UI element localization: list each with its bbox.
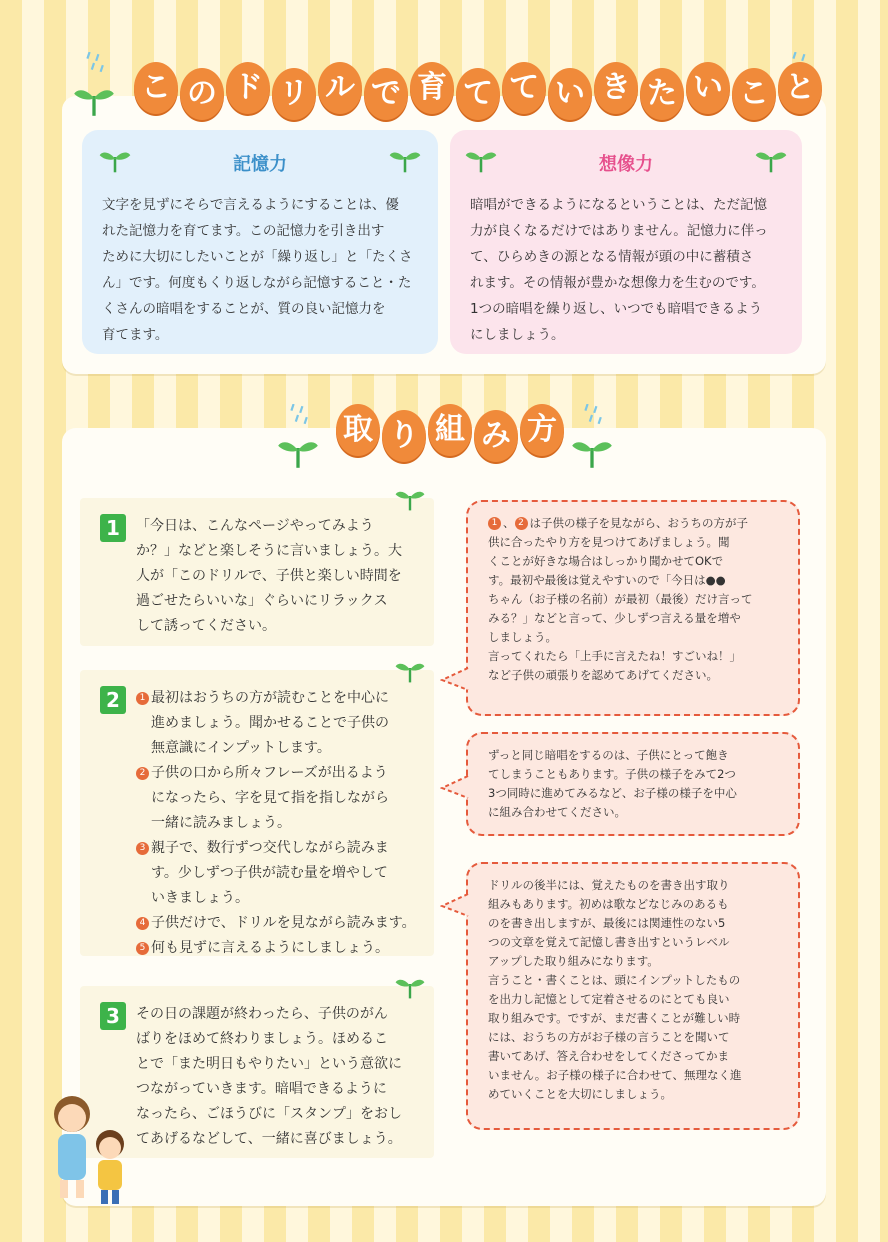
note-line: には、おうちの方がお子様の言うことを聞いて <box>488 1030 730 1044</box>
sub-item <box>136 936 416 961</box>
text-line: その日の課題が終わったら、子供のがん <box>136 1006 388 1022</box>
title-char: リ <box>272 68 316 120</box>
text-line: 1 、 2 は子供の様子を見ながら、おうちの方が子 <box>488 514 778 533</box>
text-line: ために大切にしたいことが「繰り返し」と「たくさ <box>102 249 413 265</box>
text-line: 進めましょう。聞かせることで子供の <box>151 715 389 731</box>
title-char: で <box>364 68 408 120</box>
note-line: ドリルの後半には、覚えたものを書き出す取り <box>488 878 730 892</box>
text-line: 最初はおうちの方が読むことを中心に <box>151 690 389 706</box>
text-line: ばりをほめて終わりましょう。ほめるこ <box>136 1031 388 1047</box>
sub-item <box>136 911 416 936</box>
speech-tail <box>440 772 470 802</box>
text-line <box>488 784 778 803</box>
note-line: 言ってくれたら「上手に言えたね！すごいね！」 <box>488 649 741 663</box>
note-line: てしまうこともあります。子供の様子をみて2つ <box>488 767 736 781</box>
note-line: いません。お子様の様子に合わせて、無理なく進 <box>488 1068 742 1082</box>
text-line: なったら、ごほうびに「スタンプ」をおし <box>136 1106 402 1122</box>
text-line: 1つの暗唱を繰り返し、いつでも暗唱できるよう <box>470 301 763 317</box>
text-line: にしましょう。 <box>470 327 565 343</box>
text-line: とで「また明日もやりたい」という意欲に <box>136 1056 402 1072</box>
number-badge: 1 <box>488 517 501 530</box>
text-line <box>488 803 778 822</box>
text-line <box>488 971 778 990</box>
text-line: 子供の口から所々フレーズが出るよう <box>151 765 388 781</box>
number-badge: 1 <box>136 692 149 705</box>
rain-sprout-icon <box>570 404 614 470</box>
text-line <box>488 895 778 914</box>
note-line: 言うこと・書くことは、頭にインプットしたもの <box>488 973 741 987</box>
note-3 <box>466 862 800 1130</box>
text-line: れます。その情報が豊かな想像力を生むのです。 <box>470 275 765 291</box>
text-line <box>488 1066 778 1085</box>
title-char: い <box>686 62 730 114</box>
step-text <box>136 1002 402 1147</box>
number-badge: 5 <box>136 942 149 955</box>
text-line <box>488 571 778 590</box>
text-line <box>488 1028 778 1047</box>
sprout-icon <box>98 140 132 174</box>
step-1 <box>80 498 434 646</box>
number-badge: 2 <box>136 767 149 780</box>
note-2 <box>466 732 800 836</box>
title-char: き <box>594 62 638 114</box>
approach-title <box>336 404 564 462</box>
step-number: 1 <box>100 514 126 542</box>
title-char: り <box>382 410 426 462</box>
text-line: 育てます。 <box>102 327 169 343</box>
note-line: す。最初や最後は覚えやすいので「今日は●● <box>488 573 726 587</box>
text-line: て、ひらめきの源となる情報が頭の中に蓄積さ <box>470 249 754 265</box>
sub-item-text <box>151 686 389 761</box>
memory-box <box>82 130 438 354</box>
title-char: 組 <box>428 404 472 456</box>
text-line: ん」です。何度もくり返しながら記憶すること・た <box>102 275 412 291</box>
text-line: てあげるなどして、一緒に喜びましょう。 <box>136 1131 402 1147</box>
step-number: 3 <box>100 1002 126 1030</box>
text-line: 「今日は、こんなページやってみよう <box>136 518 374 534</box>
sub-item <box>136 686 416 761</box>
text-line: 文字を見ずにそらで言えるようにすることは、優 <box>102 197 399 213</box>
speech-tail <box>440 664 470 694</box>
text-line: 一緒に読みましょう。 <box>151 815 291 831</box>
memory-title: 記憶力 <box>233 154 287 175</box>
title-char: と <box>778 62 822 114</box>
note-line: しましょう。 <box>488 630 557 644</box>
note-line: 書いてあげ、答え合わせをしてくださってかま <box>488 1049 730 1063</box>
text-line: 子供だけで、ドリルを見ながら読みます。 <box>151 915 416 931</box>
note-line: のを書き出しますが、最後には関連性のない5 <box>488 916 726 930</box>
title-char: て <box>502 62 546 114</box>
text-line <box>488 914 778 933</box>
text-line: 過ごせたらいいな」ぐらいにリラックス <box>136 593 388 609</box>
title-char: ド <box>226 62 270 114</box>
sprout-icon <box>754 140 788 174</box>
title-char: 方 <box>520 404 564 456</box>
speech-tail <box>440 890 470 920</box>
text-line <box>488 609 778 628</box>
kids-illustration <box>38 1086 138 1206</box>
note-line: 取り組みです。ですが、まだ書くことが難しい時 <box>488 1011 741 1025</box>
imagination-text <box>470 192 782 348</box>
imagination-box <box>450 130 802 354</box>
title-char: の <box>180 68 224 120</box>
note-line: くことが好きな場合はしっかり聞かせてOKで <box>488 554 724 568</box>
goals-title <box>134 62 822 120</box>
text-line <box>488 1009 778 1028</box>
sub-item-text <box>151 836 389 911</box>
note-line: つの文章を覚えて記憶し書き出すというレベル <box>488 935 730 949</box>
note-line: めていくことを大切にしましょう。 <box>488 1087 672 1101</box>
text-line: 無意識にインプットします。 <box>151 740 331 756</box>
text-line <box>488 647 778 666</box>
note-line: アップした取り組みになります。 <box>488 954 659 968</box>
note-1 <box>466 500 800 716</box>
text-line: 何も見ずに言えるようにしましょう。 <box>151 940 389 956</box>
text-line: 力が良くなるだけではありません。記憶力に伴っ <box>470 223 768 239</box>
sub-item <box>136 836 416 911</box>
text-line: 親子で、数行ずつ交代しながら読みま <box>151 840 389 856</box>
text-line <box>488 666 778 685</box>
sprout-icon <box>394 480 426 512</box>
text-line: いきましょう。 <box>151 890 249 906</box>
sub-item-text <box>151 911 416 936</box>
sprout-icon <box>388 140 422 174</box>
title-char: 取 <box>336 404 380 456</box>
text-line <box>488 590 778 609</box>
text-line <box>488 1047 778 1066</box>
memory-text <box>102 192 418 348</box>
rain-sprout-icon <box>72 52 116 118</box>
sub-item-text <box>151 761 389 836</box>
text-line: くさんの暗唱をすることが、質の良い記憶力を <box>102 301 386 317</box>
note-line: 組みもあります。初めは歌などなじみのあるも <box>488 897 729 911</box>
text-line: つながっていきます。暗唱できるように <box>136 1081 387 1097</box>
text-line <box>488 746 778 765</box>
note-line: ずっと同じ暗唱をするのは、子供にとって飽き <box>488 748 729 762</box>
text-line <box>488 952 778 971</box>
title-char: い <box>548 68 592 120</box>
step-text <box>136 514 402 634</box>
note-line: など子供の頑張りを認めてあげてください。 <box>488 668 718 682</box>
text-line: 暗唱ができるようになるということは、ただ記憶 <box>470 197 767 213</box>
title-char: こ <box>134 62 178 114</box>
text-line <box>488 765 778 784</box>
number-badge: 4 <box>136 917 149 930</box>
sub-item-text <box>151 936 389 961</box>
note-line: を出力し記憶として定着させるのにとても良い <box>488 992 730 1006</box>
step-number: 2 <box>100 686 126 714</box>
text-line <box>488 552 778 571</box>
text-line <box>488 990 778 1009</box>
note-line: 3つ同時に進めてみるなど、お子様の様子を中心 <box>488 786 737 800</box>
text-line: か？」などと楽しそうに言いましょう。大 <box>136 543 402 559</box>
sprout-icon <box>394 968 426 1000</box>
sub-item <box>136 761 416 836</box>
step-2 <box>80 670 434 956</box>
text-line: れた記憶力を育てます。この記憶力を引き出す <box>102 223 385 239</box>
note-line: に組み合わせてください。 <box>488 805 626 819</box>
note-line: ちゃん（お子様の名前）が最初（最後）だけ言って <box>488 592 753 606</box>
text-line <box>488 628 778 647</box>
text-line <box>488 933 778 952</box>
rain-sprout-icon <box>276 404 320 470</box>
title-char: 育 <box>410 62 454 114</box>
sprout-icon <box>464 140 498 174</box>
title-char: こ <box>732 68 776 120</box>
sprout-icon <box>394 652 426 684</box>
text-line: になったら、字を見て指を指しながら <box>151 790 389 806</box>
title-char: て <box>456 68 500 120</box>
text-line <box>488 1085 778 1104</box>
text-line: 人が「このドリルで、子供と楽しい時間を <box>136 568 402 584</box>
number-badge: 3 <box>136 842 149 855</box>
title-char: み <box>474 410 518 462</box>
step-text <box>136 686 416 956</box>
note-line: は子供の様子を見ながら、おうちの方が子 <box>529 516 748 530</box>
text-line: す。少しずつ子供が読む量を増やして <box>151 865 388 881</box>
text-line: して誘ってください。 <box>136 618 276 634</box>
title-char: ル <box>318 62 362 114</box>
text-line <box>488 876 778 895</box>
note-line: 供に合ったやり方を見つけてあげましょう。聞 <box>488 535 730 549</box>
text-line <box>488 533 778 552</box>
number-badge: 2 <box>515 517 528 530</box>
title-char: た <box>640 68 684 120</box>
imagination-title: 想像力 <box>599 154 653 175</box>
note-line: みる？」などと言って、少しずつ言える量を増や <box>488 611 741 625</box>
